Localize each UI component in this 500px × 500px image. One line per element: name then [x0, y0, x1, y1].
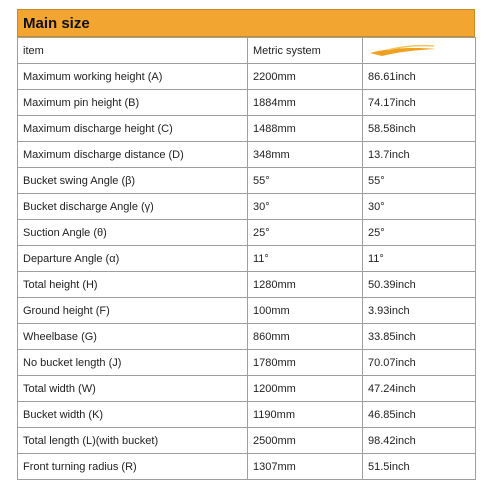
- spec-metric-cell: 25°: [248, 220, 363, 246]
- spec-item-cell: No bucket length (J): [18, 350, 248, 376]
- table-row: [18, 116, 476, 142]
- spec-imperial-cell: 98.42inch: [363, 428, 476, 454]
- spec-imperial-cell: 30°: [363, 194, 476, 220]
- spec-item-cell: Maximum discharge distance (D): [18, 142, 248, 168]
- section-title-bar: [17, 9, 475, 37]
- table-row: [18, 142, 476, 168]
- spec-imperial-cell: 70.07inch: [363, 350, 476, 376]
- spec-imperial-cell: 74.17inch: [363, 90, 476, 116]
- spec-imperial-cell: 46.85inch: [363, 402, 476, 428]
- spec-imperial-cell: 33.85inch: [363, 324, 476, 350]
- spec-metric-cell: 1200mm: [248, 376, 363, 402]
- column-header-item: item: [18, 38, 248, 64]
- spec-imperial-cell: 47.24inch: [363, 376, 476, 402]
- table-row: [18, 402, 476, 428]
- spec-item-cell: Total length (L)(with bucket): [18, 428, 248, 454]
- table-row: [18, 246, 476, 272]
- spec-item-cell: Maximum working height (A): [18, 64, 248, 90]
- spec-sheet: [17, 9, 475, 480]
- orange-swoosh-icon: [368, 44, 438, 58]
- table-row: [18, 298, 476, 324]
- section-title: Main size: [23, 14, 90, 32]
- spec-metric-cell: 2500mm: [248, 428, 363, 454]
- spec-imperial-cell: 58.58inch: [363, 116, 476, 142]
- spec-imperial-cell: 3.93inch: [363, 298, 476, 324]
- table-row: [18, 454, 476, 480]
- table-row: [18, 428, 476, 454]
- spec-imperial-cell: 50.39inch: [363, 272, 476, 298]
- spec-metric-cell: 100mm: [248, 298, 363, 324]
- spec-imperial-cell: 25°: [363, 220, 476, 246]
- spec-item-cell: Total height (H): [18, 272, 248, 298]
- spec-metric-cell: 55°: [248, 168, 363, 194]
- spec-item-cell: Bucket width (K): [18, 402, 248, 428]
- spec-metric-cell: 2200mm: [248, 64, 363, 90]
- spec-metric-cell: 1190mm: [248, 402, 363, 428]
- spec-table: [17, 37, 476, 480]
- spec-item-cell: Maximum pin height (B): [18, 90, 248, 116]
- spec-item-cell: Maximum discharge height (C): [18, 116, 248, 142]
- spec-imperial-cell: 86.61inch: [363, 64, 476, 90]
- spec-item-cell: Suction Angle (θ): [18, 220, 248, 246]
- spec-item-cell: Front turning radius (R): [18, 454, 248, 480]
- column-header-imperial: [363, 38, 476, 64]
- column-header-metric: Metric system: [248, 38, 363, 64]
- table-row: [18, 350, 476, 376]
- spec-metric-cell: 30°: [248, 194, 363, 220]
- table-row: [18, 220, 476, 246]
- spec-metric-cell: 860mm: [248, 324, 363, 350]
- spec-item-cell: Departure Angle (α): [18, 246, 248, 272]
- spec-imperial-cell: 55°: [363, 168, 476, 194]
- table-row: [18, 64, 476, 90]
- table-row: [18, 376, 476, 402]
- spec-metric-cell: 1780mm: [248, 350, 363, 376]
- spec-metric-cell: 1884mm: [248, 90, 363, 116]
- spec-item-cell: Bucket swing Angle (β): [18, 168, 248, 194]
- spec-imperial-cell: 13.7inch: [363, 142, 476, 168]
- spec-imperial-cell: 11°: [363, 246, 476, 272]
- spec-metric-cell: 11°: [248, 246, 363, 272]
- table-row: [18, 90, 476, 116]
- spec-metric-cell: 1488mm: [248, 116, 363, 142]
- table-row: [18, 324, 476, 350]
- table-header-row: [18, 38, 476, 64]
- spec-item-cell: Total width (W): [18, 376, 248, 402]
- spec-imperial-cell: 51.5inch: [363, 454, 476, 480]
- spec-metric-cell: 1280mm: [248, 272, 363, 298]
- spec-item-cell: Wheelbase (G): [18, 324, 248, 350]
- spec-item-cell: Ground height (F): [18, 298, 248, 324]
- spec-metric-cell: 348mm: [248, 142, 363, 168]
- spec-metric-cell: 1307mm: [248, 454, 363, 480]
- table-row: [18, 194, 476, 220]
- table-row: [18, 168, 476, 194]
- table-row: [18, 272, 476, 298]
- spec-item-cell: Bucket discharge Angle (γ): [18, 194, 248, 220]
